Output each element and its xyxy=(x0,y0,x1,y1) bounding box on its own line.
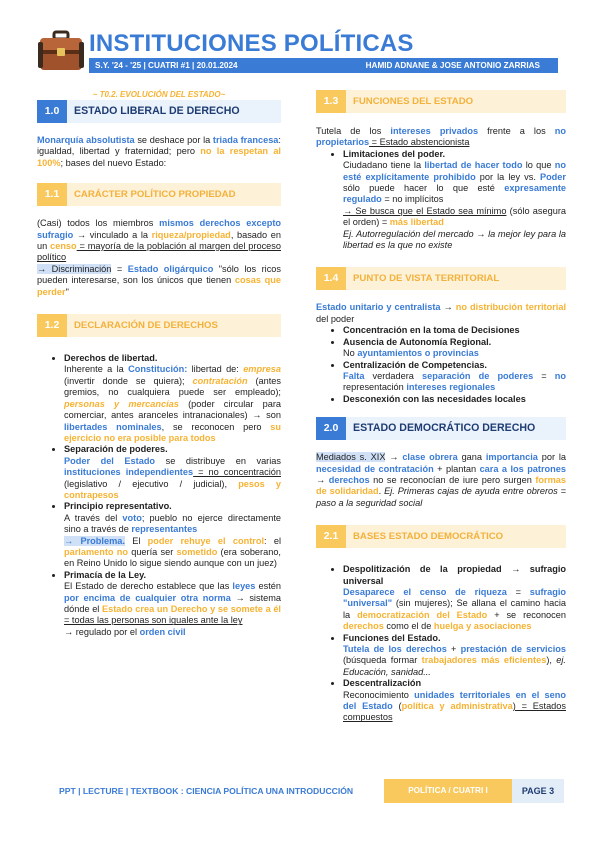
text-run: clase obrera xyxy=(402,452,458,463)
text-run: : igualdad, libertad y fraternidad; pero xyxy=(37,135,281,157)
list-item xyxy=(343,337,566,360)
text-run: El xyxy=(124,535,148,546)
text-run: = mayoría de la población al margen del proceso político xyxy=(37,241,281,263)
text-run: . xyxy=(378,486,385,497)
text-run: → Se busca que el Estado sea mínimo xyxy=(343,205,507,216)
item-text xyxy=(343,644,566,678)
text-run: Inherente a la xyxy=(64,364,129,375)
item-heading: Funciones del Estado. xyxy=(343,632,441,643)
item-text xyxy=(343,160,566,206)
text-run: No xyxy=(343,348,358,359)
text-run: pesos y contrapesos xyxy=(64,478,281,500)
section-number: 1.1 xyxy=(37,183,67,206)
text-run: por la xyxy=(537,452,567,463)
item-example: Ej. Autorregulación del mercado → la mejor ley para la libertad es la que no existe xyxy=(343,228,566,251)
list-item xyxy=(343,325,566,336)
text-run: censo xyxy=(50,241,77,252)
text-run: ayuntamientos o provincias xyxy=(357,348,479,359)
text-run: sólo puede hacer lo que esté xyxy=(343,183,505,194)
section-1-1-text xyxy=(37,218,281,264)
section-number: 1.3 xyxy=(316,90,346,113)
section-1-0-text xyxy=(37,135,281,169)
text-run: leyes xyxy=(232,581,256,592)
item-heading: Centralización de Competencias. xyxy=(343,359,487,370)
text-run: expresamente regulado xyxy=(343,183,566,205)
text-run: Estado crea un Derecho y se somete a él xyxy=(102,604,281,614)
text-run: no esté explícitamente prohibido xyxy=(343,160,566,182)
text-run: A través del xyxy=(64,512,123,523)
text-run: intereses regionales xyxy=(406,382,496,393)
item-heading: Limitaciones del poder. xyxy=(343,148,446,159)
item-text xyxy=(343,587,566,633)
text-run: ), xyxy=(546,655,557,666)
text-run: verdadera xyxy=(364,370,423,381)
footer-sources: PPT | LECTURE | TEXTBOOK : CIENCIA POLÍTICA UNA INTRODUCCIÓN xyxy=(59,786,354,796)
text-run: = xyxy=(111,263,128,274)
section-2-0-header xyxy=(316,417,566,440)
item-text xyxy=(343,206,566,229)
text-run: por la ley vs. xyxy=(475,171,540,182)
text-run: ej. Educación, sanidad... xyxy=(343,655,566,677)
section-number: 1.0 xyxy=(37,100,67,123)
text-run: derechos xyxy=(328,474,370,485)
text-run: sometido xyxy=(176,546,218,557)
section-title: FUNCIONES DEL ESTADO xyxy=(353,95,474,107)
text-run: (sólo asegura el orden) = xyxy=(343,205,566,228)
text-run: Falta xyxy=(343,370,365,381)
section-2-0-text xyxy=(316,452,566,509)
text-run: no propietarios xyxy=(316,126,566,148)
text-run: Poder xyxy=(539,171,566,182)
text-run: Monarquía absolutista xyxy=(37,135,135,145)
text-run: intereses privados xyxy=(390,126,479,136)
text-run: = no concentración xyxy=(193,467,281,478)
text-run: trabajadores más eficientes xyxy=(421,655,547,666)
item-heading: Derechos de libertad. xyxy=(64,353,158,364)
authors: HAMID ADNANE & JOSE ANTONIO ZARRIAS xyxy=(365,61,540,70)
text-run: (Casi) todos los miembros xyxy=(37,218,160,229)
section-1-3-list xyxy=(316,149,566,252)
item-heading: Concentración en la toma de Decisiones xyxy=(343,325,520,336)
text-run: → Problema. xyxy=(64,535,125,546)
section-1-3-header xyxy=(316,90,566,113)
text-run: quería ser xyxy=(127,546,177,557)
text-run: derechos xyxy=(343,621,384,632)
text-run: necesidad de contratación xyxy=(316,463,434,474)
section-1-3-text xyxy=(316,126,566,149)
section-number: 2.0 xyxy=(316,417,346,440)
item-text xyxy=(64,364,281,444)
text-run: poder rehuye el control xyxy=(147,535,264,546)
page-title: INSTITUCIONES POLÍTICAS xyxy=(89,30,414,57)
text-run: gana xyxy=(457,452,486,463)
text-run: (legislativo / ejecutivo / judicial), xyxy=(64,478,239,489)
list-item xyxy=(64,570,281,638)
text-run: mismos derechos excepto sufragio xyxy=(37,218,281,240)
text-run: del poder xyxy=(316,313,355,324)
text-run: voto xyxy=(122,512,142,523)
briefcase-icon xyxy=(38,28,84,74)
text-run: + se reconocen xyxy=(487,609,566,620)
text-run: prestación de servicios xyxy=(460,644,566,654)
section-1-4-text xyxy=(316,302,566,325)
text-run: Estado oligárquico xyxy=(127,263,214,274)
right-column xyxy=(316,90,566,724)
list-item xyxy=(343,678,566,724)
section-1-1-header xyxy=(37,183,281,206)
text-run: Ej. Primeras cajas de ayuda entre obreros = paso a la seguridad social xyxy=(316,486,566,508)
section-1-4-header xyxy=(316,267,566,290)
item-text xyxy=(343,371,566,394)
text-run: Desaparece el censo de riqueza xyxy=(343,586,507,597)
item-text xyxy=(64,513,281,570)
text-run: frente a los xyxy=(478,126,555,136)
left-column xyxy=(37,90,281,638)
text-run: por encima de cualquier otra norma xyxy=(64,592,231,603)
section-2-1-list xyxy=(316,564,566,724)
text-run: cosas que perder xyxy=(37,275,281,297)
text-run: Ciudadano tiene la xyxy=(343,160,425,171)
text-run: política y administrativa xyxy=(401,701,513,712)
section-title: ESTADO DEMOCRÁTICO DERECHO xyxy=(353,421,536,434)
item-heading: Despolitización de la propiedad → sufragio universal xyxy=(343,564,566,586)
section-1-1-text-2 xyxy=(37,264,281,298)
text-run: (sin mujeres); Se allana el camino hacia la xyxy=(343,598,566,620)
text-run: empresa xyxy=(243,364,281,375)
text-run: lo que xyxy=(522,160,555,171)
list-item xyxy=(64,501,281,569)
text-run: su ejercicio no era posible para todos xyxy=(64,421,281,443)
section-1-0-header xyxy=(37,100,281,123)
text-run: no la respetan al 100% xyxy=(37,146,281,168)
page-header xyxy=(0,0,600,88)
item-text xyxy=(64,456,281,502)
text-run: no se reconocían de iure pero surgen xyxy=(369,474,536,485)
text-run: más libertad xyxy=(389,217,444,228)
text-run: orden civil xyxy=(139,626,186,637)
text-run: ; pueblo no ejerce directamente sino a través de xyxy=(64,512,281,535)
list-item xyxy=(343,564,566,632)
list-item xyxy=(343,633,566,679)
text-run: = xyxy=(533,370,555,381)
footer-course-tag: POLÍTICA / CUATRI I xyxy=(384,779,512,803)
text-run: = Estado abstencionista xyxy=(369,137,470,148)
text-run: ( xyxy=(392,701,402,712)
section-title: BASES ESTADO DEMOCRÁTICO xyxy=(353,530,504,542)
section-title: PUNTO DE VISTA TERRITORIAL xyxy=(353,273,500,285)
text-run: + plantan xyxy=(433,463,480,474)
text-run: → regulado por el xyxy=(64,626,140,637)
item-heading: Principio representativo. xyxy=(64,501,172,512)
page-number: PAGE 3 xyxy=(512,779,564,803)
meta-bar xyxy=(89,58,558,73)
list-item xyxy=(343,360,566,394)
item-heading: Ausencia de Autonomía Regional. xyxy=(343,336,492,347)
course-info: S.Y. '24 - '25 | CUATRI #1 | 20.01.2024 xyxy=(95,61,238,70)
text-run: como el de xyxy=(383,621,434,632)
text-run: riqueza/propiedad xyxy=(151,229,231,240)
text-run: Reconocimiento xyxy=(343,689,415,700)
text-run: El Estado de derecho establece que las xyxy=(64,581,233,592)
text-run: democratización del Estado xyxy=(357,609,488,620)
text-run: + xyxy=(446,644,461,654)
text-run: no xyxy=(554,370,566,381)
text-run: → xyxy=(316,474,329,485)
text-run: (era soberano, en Reino Unido lo sigue siendo aunque con un juez) xyxy=(64,546,281,569)
text-run: huelga y asociaciones xyxy=(433,621,532,632)
section-title: DECLARACIÓN DE DERECHOS xyxy=(74,319,218,331)
text-run: → xyxy=(440,302,456,313)
text-run: , basado en un xyxy=(37,229,281,252)
topic-subtitle: ~ T0.2. EVOLUCIÓN DEL ESTADO~ xyxy=(92,90,226,99)
item-text xyxy=(343,690,566,724)
text-run: unidades territoriales en el seno del Estado xyxy=(343,689,567,712)
text-run: representantes xyxy=(131,524,198,535)
text-run: contratación xyxy=(192,375,248,386)
text-run: importancia xyxy=(485,452,538,463)
section-1-4-list xyxy=(316,325,566,405)
text-run: separación de poderes xyxy=(422,370,534,381)
text-run: instituciones independientes xyxy=(64,467,194,478)
text-run: ; bases del nuevo Estado: xyxy=(60,157,167,168)
text-run: Poder del Estado xyxy=(64,455,156,466)
text-run: se distribuye en varias xyxy=(155,455,281,466)
text-run: , se reconocen pero xyxy=(161,421,271,432)
text-run: → Discriminación xyxy=(37,263,112,274)
item-heading: Descentralización xyxy=(343,678,422,689)
list-item xyxy=(64,353,281,444)
section-number: 2.1 xyxy=(316,525,346,548)
list-item xyxy=(343,394,566,405)
text-run: "sólo los ricos pueden interesarse, son los únicos que tienen xyxy=(37,263,281,286)
text-run: libertad de hacer todo xyxy=(424,160,523,171)
text-run: (invertir donde se quiera); xyxy=(64,375,193,386)
text-run: : el xyxy=(264,535,281,546)
text-run: libertad de: xyxy=(187,364,244,375)
text-run: Mediados s. XIX xyxy=(316,452,386,463)
text-run: cara a los patrones xyxy=(479,463,566,474)
text-run: = no implícitos xyxy=(381,194,444,205)
text-run: → sistema dónde el xyxy=(64,592,281,614)
text-run: Estado unitario y centralista xyxy=(316,302,441,313)
text-run: ) = Estados compuestos xyxy=(343,701,566,723)
text-run: (poder circular para comerciar, antes aranceles intranacionales) → son xyxy=(64,398,281,421)
text-run: no distribución territorial xyxy=(455,302,567,313)
text-run: triada francesa xyxy=(212,135,279,145)
text-run: Constitución: xyxy=(128,364,188,375)
item-text xyxy=(64,581,281,638)
text-run: libertades nominales xyxy=(64,421,162,432)
section-2-1-header xyxy=(316,525,566,548)
text-run: personas y mercancías xyxy=(64,398,179,409)
section-title: ESTADO LIBERAL DE DERECHO xyxy=(74,104,240,117)
text-run: representación xyxy=(343,382,407,393)
item-text xyxy=(343,348,566,359)
page-footer xyxy=(37,779,564,803)
item-heading: Primacía de la Ley. xyxy=(64,569,147,580)
text-run: se deshace por la xyxy=(134,135,213,145)
item-heading: Separación de poderes. xyxy=(64,444,168,455)
text-run: Tutela de los xyxy=(316,126,391,136)
list-item xyxy=(64,444,281,501)
text-run: " xyxy=(65,286,69,297)
text-run: (búsqueda formar xyxy=(343,655,422,666)
section-1-2-header xyxy=(37,314,281,337)
text-run: = todas las personas son iguales ante la ley xyxy=(64,615,243,626)
section-1-2-list xyxy=(37,353,281,638)
text-run: Tutela de los derechos xyxy=(343,644,447,654)
text-run: parlamento no xyxy=(64,546,128,557)
text-run: sufragio "universal" xyxy=(343,586,566,609)
text-run: → xyxy=(385,452,403,463)
section-title: CARÁCTER POLÍTICO PROPIEDAD xyxy=(74,189,236,201)
list-item xyxy=(343,149,566,252)
section-number: 1.2 xyxy=(37,314,67,337)
text-run: estén xyxy=(255,581,281,592)
text-run: → vinculado a la xyxy=(73,229,152,240)
text-run: = xyxy=(506,586,530,597)
item-heading: Desconexión con las necesidades locales xyxy=(343,393,526,404)
text-run: (antes gremios, no cualquiera puede ser empleado); xyxy=(64,375,281,398)
section-number: 1.4 xyxy=(316,267,346,290)
text-run: formas de solidaridad xyxy=(316,474,566,497)
